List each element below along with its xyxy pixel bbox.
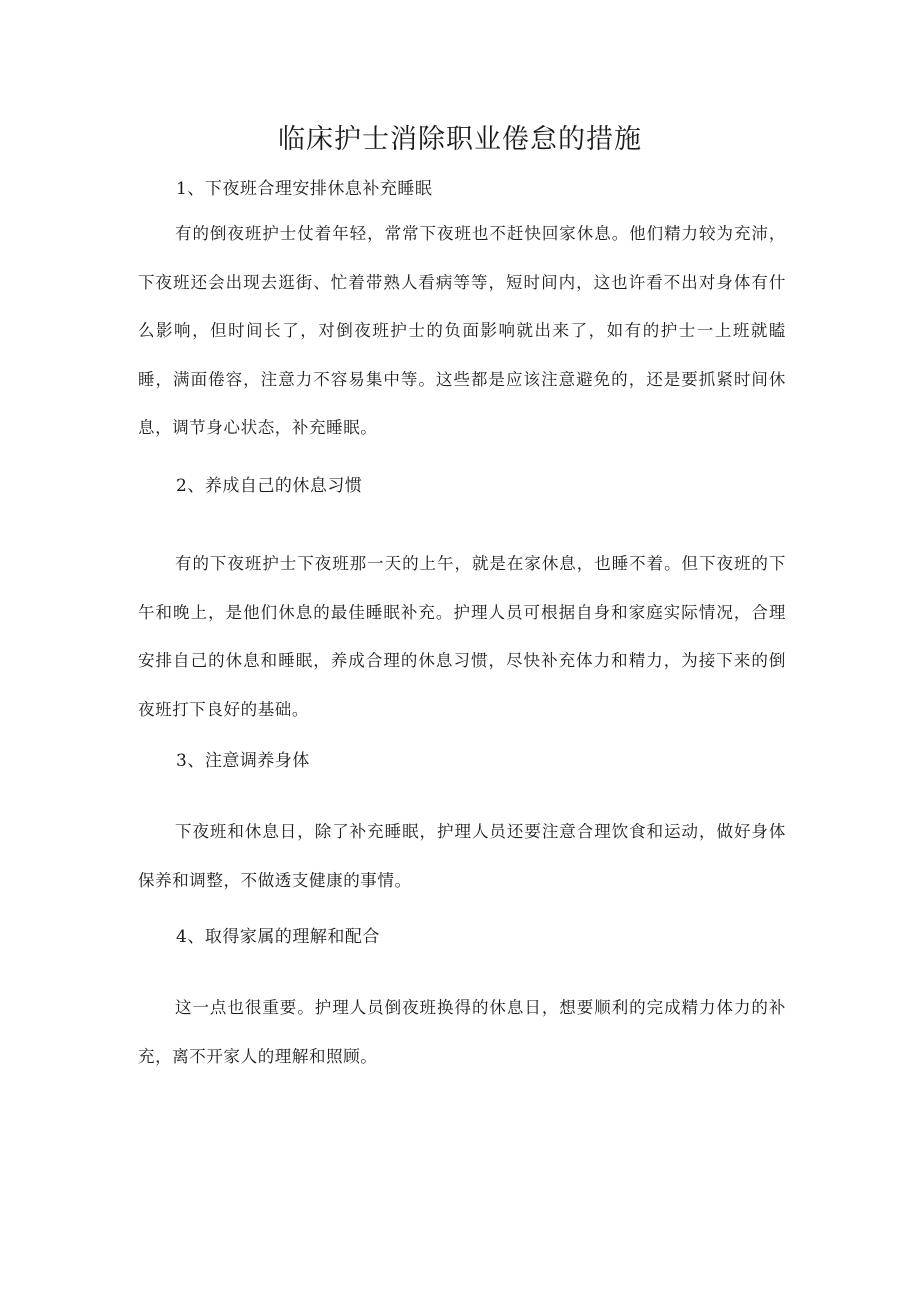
section-heading-4: 4、取得家属的理解和配合 (176, 927, 380, 947)
section-body-4: 这一点也很重要。护理人员倒夜班换得的休息日，想要顺利的完成精力体力的补充，离不开家人的理解和照顾。 (138, 998, 786, 1066)
section-heading-1: 1、下夜班合理安排休息补充睡眠 (176, 179, 433, 199)
section-heading-2: 2、养成自己的休息习惯 (176, 476, 363, 496)
section-body-1: 有的倒夜班护士仗着年轻，常常下夜班也不赶快回家休息。他们精力较为充沛，下夜班还会出现去逛街、忙着带熟人看病等等，短时间内，这也许看不出对身体有什么影响，但时间长了，对倒夜班护士的负面影响就出来了，如有的护士一上班就瞌睡，满面倦容，注意力不容易集中等。这些都是应该注意避免的，还是要抓紧时间休息，调节身心状态，补充睡眠。 (138, 224, 786, 437)
section-body-3: 下夜班和休息日，除了补充睡眠，护理人员还要注意合理饮食和运动，做好身体保养和调整，不做透支健康的事情。 (138, 822, 786, 890)
section-body-2: 有的下夜班护士下夜班那一天的上午，就是在家休息，也睡不着。但下夜班的下午和晚上，是他们休息的最佳睡眠补充。护理人员可根据自身和家庭实际情况，合理安排自己的休息和睡眠，养成合理的休息习惯，尽快补充体力和精力，为接下来的倒夜班打下良好的基础。 (138, 554, 786, 719)
section-heading-3: 3、注意调养身体 (176, 751, 310, 771)
document-title: 临床护士消除职业倦怠的措施 (278, 124, 642, 155)
